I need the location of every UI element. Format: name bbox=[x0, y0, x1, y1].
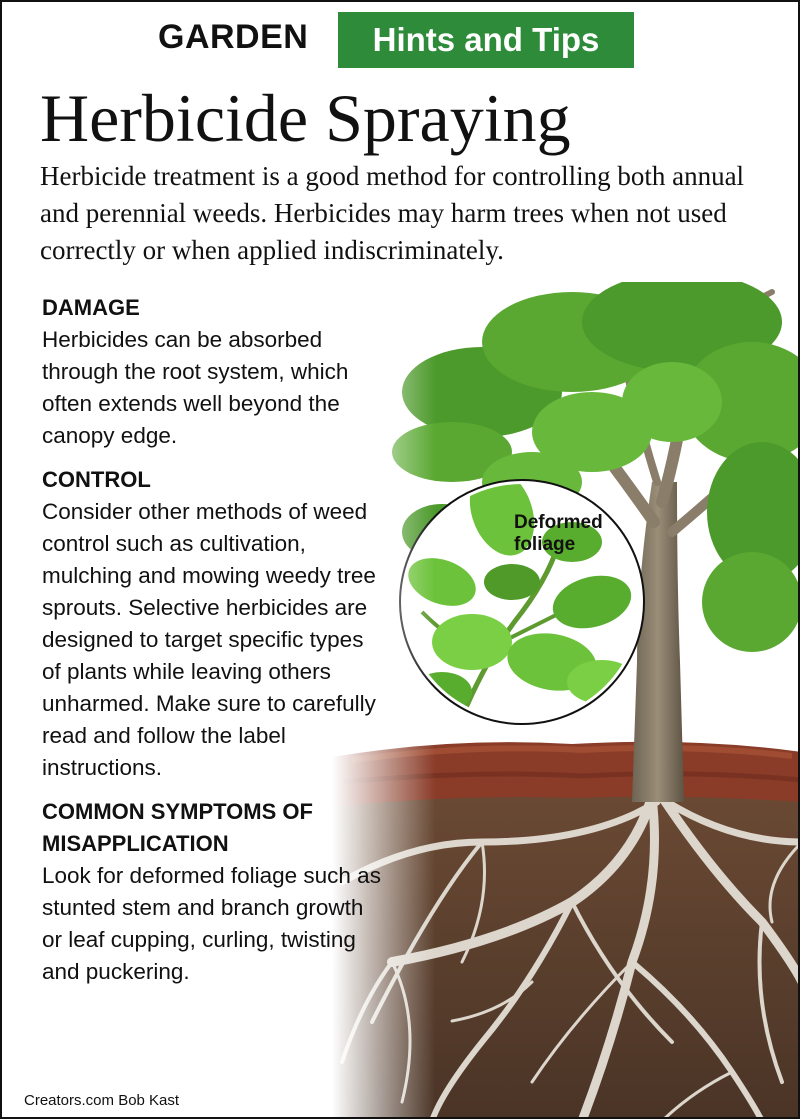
garden-label: GARDEN bbox=[158, 18, 309, 56]
section-heading-damage: DAMAGE bbox=[42, 295, 140, 320]
page-title: Herbicide Spraying bbox=[40, 80, 571, 156]
tree-illustration bbox=[332, 282, 800, 1119]
section-body-damage: Herbicides can be absorbed through the root system, which often extends well beyond the canopy edge. bbox=[42, 327, 349, 448]
header bbox=[2, 8, 798, 66]
intro-paragraph: Herbicide treatment is a good method for controlling both annual and perennial weeds. Herbicides may harm trees when not used correctly or when applied indiscriminately. bbox=[40, 161, 745, 265]
hints-and-tips-badge: Hints and Tips bbox=[338, 12, 634, 68]
section-body-control: Consider other methods of weed control such as cultivation, mulching and mowing weedy tree sprouts. Selective herbicides are designed to target specific types of plants while leaving others unharmed. Make sure to carefully read and follow the label instructions. bbox=[42, 499, 376, 780]
section-heading-symptoms: COMMON SYMPTOMS OF MISAPPLICATION bbox=[42, 799, 313, 856]
sections-column bbox=[42, 292, 387, 1000]
section-heading-control: CONTROL bbox=[42, 467, 151, 492]
section-body-symptoms: Look for deformed foliage such as stunted stem and branch growth or leaf cupping, curling, twisting and puckering. bbox=[42, 863, 381, 984]
credit-line: Creators.com Bob Kast bbox=[24, 1092, 180, 1109]
